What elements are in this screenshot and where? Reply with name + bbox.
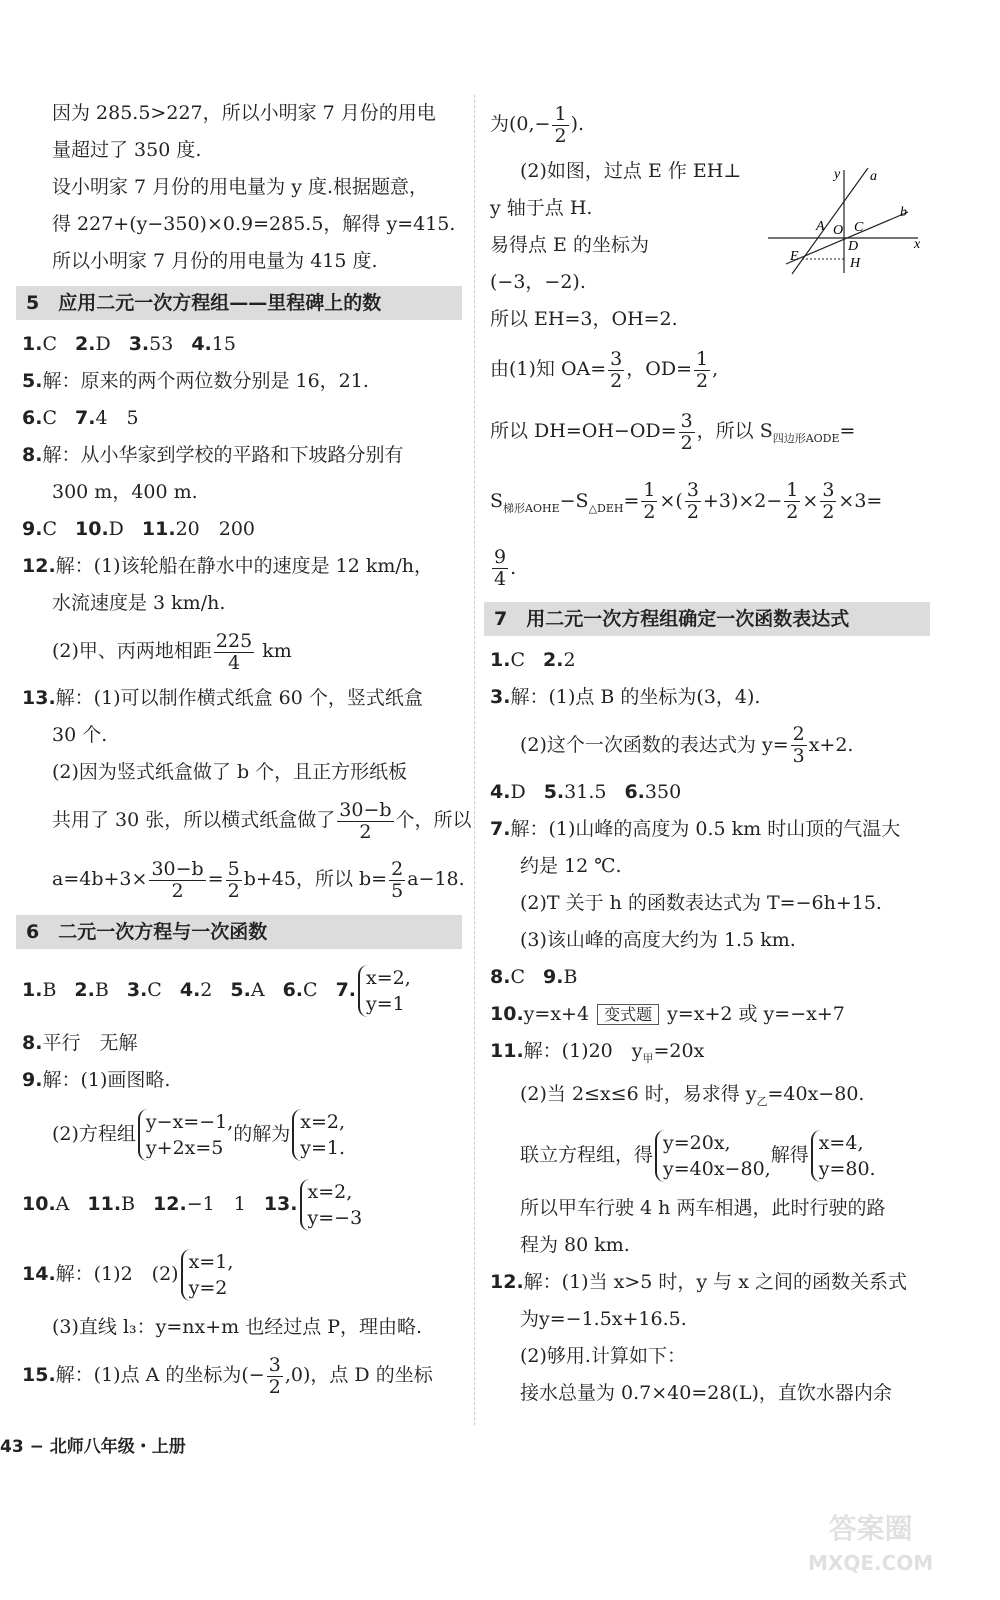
text-line: 接水总量为 0.7×40=28(L)，直饮水器内余 (520, 1382, 892, 1405)
column-divider (474, 95, 475, 1425)
label-y: y (834, 168, 841, 182)
text-line: 约是 12 ℃. (520, 854, 622, 877)
answer-line: 8.平行 无解 (22, 1032, 138, 1054)
section-heading-5: 5 应用二元一次方程组——里程碑上的数 (16, 286, 462, 320)
text-line: 量超过了 350 度. (52, 139, 202, 161)
text-line: 所以甲车行驶 4 h 两车相遇，此时行驶的路 (520, 1197, 886, 1220)
equation-system: x=2, y=1 (358, 965, 411, 1017)
label-O: O (833, 223, 844, 238)
answer-line: 11.解：(1)20 $y_甲=20x$ (490, 1039, 705, 1065)
text-line: (−3，−2). (490, 271, 586, 293)
label-A: A (816, 219, 825, 234)
text-line: 为(0,− $\frac{1}{2}$ ). (490, 102, 585, 147)
answer-line: 1.C 2.2 (490, 648, 576, 671)
text-line: 所以 EH=3，OH=2. (490, 308, 678, 330)
text-line: (3)该山峰的高度大约为 1.5 km. (520, 928, 796, 951)
answer-line: 12.解：(1)当 x>5 时，y 与 x 之间的函数关系式 (490, 1271, 907, 1294)
text-line: $\frac{9}{4}$ . (494, 546, 517, 591)
coordinate-graph (768, 168, 928, 278)
right-column (490, 95, 930, 1412)
answer-line: 10.y=x+4 变式题 y=x+2 或 y=−x+7 (490, 1002, 845, 1025)
label-C: C (854, 220, 864, 235)
text-line: 得 227+(y−350)×0.9=285.5，解得 y=415. (52, 213, 456, 235)
answer-line: 9.C 10.D 11.20 200 (22, 518, 256, 540)
answer-line: 13.解：(1)可以制作横式纸盒 60 个，竖式纸盒 (22, 687, 423, 709)
text-line: (2)这个一次函数的表达式为 y= $\frac{2}{3}$ x+2. (520, 723, 854, 768)
text-line: (3)直线 l₃：y=nx+m 也经过点 P，理由略. (52, 1316, 423, 1338)
text-line: 易得点 E 的坐标为 (490, 234, 649, 256)
text-line: 为y=−1.5x+16.5. (520, 1308, 687, 1331)
text-line: 程为 80 km. (520, 1234, 630, 1257)
answer-line: 6.C 7.4 5 (22, 407, 139, 429)
variant-badge: 变式题 (597, 1004, 659, 1025)
answer-line: 7.解：(1)山峰的高度为 0.5 km 时山顶的气温大 (490, 817, 901, 840)
answer-line: 3.解：(1)点 B 的坐标为(3，4). (490, 685, 761, 708)
answer-line: 8.C 9.B (490, 965, 578, 988)
text-line: 300 m，400 m. (52, 481, 198, 503)
answer-line: 14.解：(1)2 (2) x=1, y=2 (22, 1251, 234, 1299)
answer-line: 1.C 2.D 3.53 4.15 (22, 333, 236, 355)
left-column (22, 95, 472, 1404)
label-E: E (790, 249, 799, 264)
label-a: a (870, 169, 877, 184)
section-heading-7: 7 用二元一次方程组确定一次函数表达式 (484, 602, 930, 636)
answer-line: 4.D 5.31.5 6.350 (490, 780, 682, 803)
label-x: x (914, 237, 921, 252)
text-line: $S_{梯形AOHE}-S_{\triangle DEH}=$ $\frac{1}{2}$ ×( $\frac{3}{2}$ +3)×2− $\frac{1}{2}$ × $\frac{3}{2}$ ×3= (490, 479, 883, 524)
text-line: (2)够用.计算如下： (520, 1345, 686, 1368)
text-line: (2)甲、丙两地相距 $\frac{225}{4}$ km (52, 629, 292, 674)
label-D: D (848, 239, 859, 254)
text-line: 共用了 30 张，所以横式纸盒做了 $\frac{30-b}{2}$ 个，所以 (52, 798, 472, 843)
text-line: 水流速度是 3 km/h. (52, 592, 226, 614)
label-b: b (900, 205, 907, 220)
fraction: $\frac{225}{4}$ (215, 629, 253, 674)
page-footer: 43 − 北师八年级・上册 (0, 1437, 186, 1457)
watermark-logo: 答案圈 MXQE.COM (808, 1512, 934, 1575)
text-line: 因为 285.5>227，所以小明家 7 月份的用电 (52, 102, 436, 124)
text-line: (2)方程组 y−x=−1, y+2x=5 的解为 x=2, y=1. (52, 1111, 346, 1159)
answer-line: 12.解：(1)该轮船在静水中的速度是 12 km/h， (22, 555, 434, 577)
section-heading-6: 6 二元一次方程与一次函数 (16, 915, 462, 949)
label-H: H (850, 256, 861, 271)
answer-line: 15.解：(1)点 A 的坐标为(− $\frac{3}{2}$ ,0)，点 D 的坐标 (22, 1353, 433, 1398)
answer-line: 10.A 11.B 12.−1 1 13. x=2, y=−3 (22, 1181, 363, 1229)
text-line: (2)当 2≤x≤6 时，易求得 $y_乙=40x-80$. (520, 1083, 865, 1109)
text-line: (2)T 关于 h 的函数表达式为 T=−6h+15. (520, 891, 882, 914)
text-line: (2)因为竖式纸盒做了 b 个，且正方形纸板 (52, 761, 408, 783)
text-line: (2)如图，过点 E 作 EH⊥ (520, 160, 742, 182)
answer-line: 1.B 2.B 3.C 4.2 5.A 6.C 7. x=2, y=1 (22, 967, 411, 1015)
text-line: y 轴于点 H. (490, 197, 593, 219)
text-line: 由(1)知 OA= $\frac{3}{2}$ ，OD= $\frac{1}{2}$ , (490, 347, 719, 392)
text-line: 所以 DH=OH−OD= $\frac{3}{2}$ ，所以 $S_{四边形AODE}=$ (490, 409, 856, 454)
text-line: 30 个. (52, 724, 108, 746)
text-line: 设小明家 7 月份的用电量为 y 度.根据题意， (52, 176, 429, 198)
answer-line: 9.解：(1)画图略. (22, 1069, 171, 1091)
text-line: 所以小明家 7 月份的用电量为 415 度. (52, 250, 378, 272)
fraction: $\frac{30-b}{2}$ (339, 798, 392, 843)
answer-line: 8.解：从小华家到学校的平路和下坡路分别有 (22, 444, 404, 466)
text-line: 联立方程组，得 y=20x, y=40x−80, 解得 x=4, y=80. (520, 1132, 876, 1181)
answer-line: 5.解：原来的两个两位数分别是 16，21. (22, 370, 369, 392)
text-line: a=4b+3× $\frac{30-b}{2}$ = $\frac{5}{2}$ b+45，所以 b= $\frac{2}{5}$ a−18. (52, 857, 465, 902)
